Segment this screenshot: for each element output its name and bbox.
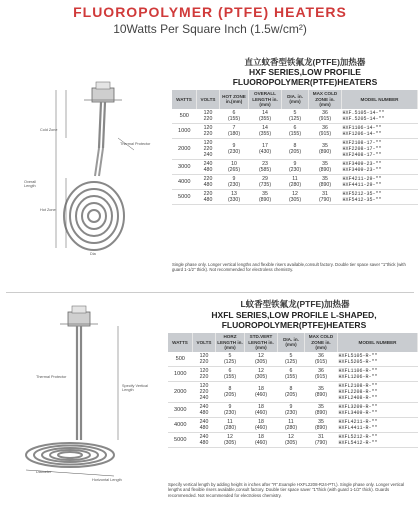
cell-line: 14: [262, 109, 268, 116]
cell-volts: [193, 352, 216, 367]
cell-model: [342, 189, 418, 204]
cell-cold: [305, 402, 338, 417]
cell-horz: [216, 366, 245, 381]
cell-line: 220: [203, 145, 213, 152]
cell-model: [342, 109, 418, 124]
cell-vert: [245, 381, 278, 402]
cell-line: HXF2208-17-**: [342, 145, 382, 152]
cell-dia: [278, 381, 305, 402]
section1-note: Single phase only. Longer vertical lengths and flexible risers available,consult factory. Double tier space saver "1"thick (with guard 1-1/2" thick). Not recommended for electroless chemistry.: [172, 262, 406, 273]
cell-hot: [220, 159, 249, 174]
table-header-row: [168, 333, 418, 352]
cell-line: 18: [258, 403, 264, 410]
cell-horz: [216, 417, 245, 432]
cell-line: 5: [289, 352, 293, 359]
label-hot-zone: Hot Zone: [40, 208, 56, 212]
cell-volts: [193, 432, 216, 447]
cell-line: 9: [232, 175, 236, 182]
cell-line: 35: [322, 142, 328, 149]
cell-volts: [197, 159, 220, 174]
cell-cold: [305, 381, 338, 402]
cell-line: 480: [203, 181, 213, 188]
cell-line: (890): [318, 148, 332, 155]
cell-line: (330): [227, 196, 241, 203]
cell-line: (305): [223, 439, 237, 446]
cell-line: 31: [322, 190, 328, 197]
cell-line: HXF.5105-14-**: [342, 109, 385, 116]
cell-cold: [309, 189, 342, 204]
section1-title-en-1: HXF SERIES,LOW PROFILE: [249, 67, 361, 77]
cell-watts: 2000: [172, 138, 197, 159]
cell-line: HXF5412-35-**: [342, 196, 382, 203]
col-volts: VOLTS: [197, 90, 220, 109]
cell-cold: [305, 432, 338, 447]
cell-line: 6: [232, 109, 236, 116]
cell-line: 5: [293, 109, 297, 116]
cell-line: (305): [288, 196, 302, 203]
cell-line: (890): [258, 196, 272, 203]
cell-model: [342, 159, 418, 174]
cell-cold: [305, 352, 338, 367]
cell-volts: [197, 123, 220, 138]
cell-hot: [220, 174, 249, 189]
col-watts: WATTS: [168, 333, 193, 352]
cell-watts: 1000: [168, 366, 193, 381]
cell-model: [338, 402, 418, 417]
cell-line: HXF1206-14-**: [342, 130, 382, 137]
cell-vert: [245, 352, 278, 367]
cell-watts: 500: [172, 109, 197, 124]
cell-line: 35: [262, 190, 268, 197]
table-row: [172, 174, 418, 189]
cell-volts: [193, 381, 216, 402]
cell-line: (915): [318, 115, 332, 122]
section1-title-cn: 直立蚊香型铁氟龙(PTFE)加热器: [244, 57, 366, 67]
col-hot-zone: HOT ZONE in.(mm): [220, 90, 249, 109]
cell-line: (890): [314, 409, 328, 416]
label-horizontal-length: Horizontal Length: [92, 478, 122, 482]
label-dia: Dia: [90, 252, 96, 256]
cell-line: HXFL3409-R-**: [338, 409, 378, 416]
cell-line: 12: [227, 433, 233, 440]
cell-line: 120: [199, 382, 209, 389]
cell-line: (305): [284, 439, 298, 446]
cell-line: (280): [223, 424, 237, 431]
cell-line: (915): [314, 358, 328, 365]
cell-line: (280): [288, 181, 302, 188]
cell-line: 5: [228, 352, 232, 359]
cell-line: 220: [199, 358, 209, 365]
cell-volts: [197, 189, 220, 204]
cell-line: (155): [223, 373, 237, 380]
cell-line: 220: [203, 130, 213, 137]
cell-line: (125): [288, 115, 302, 122]
cell-line: HXF3409-23-**: [342, 166, 382, 173]
cell-line: HXFL4211-R-**: [338, 418, 378, 425]
cell-line: HXFL1206-R-**: [338, 373, 378, 380]
cell-line: 35: [318, 418, 324, 425]
cell-line: HXFL1106-R-**: [338, 367, 378, 374]
cell-dia: [278, 366, 305, 381]
table-row: [168, 402, 418, 417]
col-dia: DIA. in.(mm): [278, 333, 305, 352]
cell-line: 240: [199, 418, 209, 425]
col-overall-length: OVERALL LENGTH in.(mm): [249, 90, 282, 109]
table-row: [172, 189, 418, 204]
cell-line: 120: [203, 139, 213, 146]
cell-cold: [309, 123, 342, 138]
cell-line: 31: [318, 433, 324, 440]
cell-line: HXFL4411-R-**: [338, 424, 378, 431]
cell-line: 9: [293, 160, 297, 167]
col-cold-zone: MAX COLD ZONE in.(mm): [309, 90, 342, 109]
cell-line: (890): [318, 166, 332, 173]
cell-cold: [305, 366, 338, 381]
section1-title-en-2: FLUOROPOLYMER(PTFE)HEATERS: [232, 77, 378, 87]
page-title: FLUOROPOLYMER (PTFE) HEATERS: [73, 4, 347, 20]
cell-watts: 1000: [172, 123, 197, 138]
cell-line: 8: [289, 385, 293, 392]
cell-line: 8: [293, 142, 297, 149]
cell-volts: [193, 402, 216, 417]
cell-line: 35: [318, 403, 324, 410]
cell-vert: [245, 366, 278, 381]
table-row: [172, 138, 418, 159]
cell-dia: [278, 432, 305, 447]
hxf-spec-table: [172, 90, 418, 205]
cell-line: (205): [288, 148, 302, 155]
cell-watts: 3000: [172, 159, 197, 174]
cell-line: 6: [289, 367, 293, 374]
section2-title-cn: L蚊香型铁氟龙(PTFE)加热器: [240, 299, 350, 309]
cell-line: HXFL2408-R-**: [338, 394, 378, 401]
cell-line: HXF2408-17-**: [342, 151, 382, 158]
label-vertical-length: Specify Vertical Length: [122, 384, 148, 392]
col-horz-length: HORZ LENGTH in.(mm): [217, 334, 243, 350]
cell-line: (790): [318, 196, 332, 203]
cell-line: (205): [223, 391, 237, 398]
cell-line: 12: [258, 367, 264, 374]
cell-dia: [278, 417, 305, 432]
cell-line: HXF4211-29-**: [342, 175, 382, 182]
col-dia: DIA. in.(mm): [282, 90, 309, 109]
cell-line: (305): [254, 373, 268, 380]
col-volts: VOLTS: [193, 333, 216, 352]
cell-line: 17: [262, 142, 268, 149]
cell-line: 35: [318, 385, 324, 392]
cell-line: 480: [203, 196, 213, 203]
l-shaped-heater-illustration: [8, 300, 158, 490]
cell-line: 220: [203, 175, 213, 182]
cell-line: HXFL2208-R-**: [338, 388, 378, 395]
cell-line: (230): [288, 166, 302, 173]
col-watts: WATTS: [172, 90, 197, 109]
cell-line: 35: [322, 160, 328, 167]
cell-line: 36: [322, 124, 328, 131]
cell-volts: [197, 138, 220, 159]
cell-line: 36: [322, 109, 328, 116]
cell-line: (125): [284, 358, 298, 365]
cell-line: HXF3409-23-**: [342, 160, 382, 167]
cell-line: 11: [227, 418, 233, 425]
table-row: [168, 432, 418, 447]
label-thermal-protector-2: Thermal Protector: [36, 375, 67, 379]
col-cold-zone: MAX COLD ZONE in.(mm): [305, 333, 338, 352]
cell-model: [338, 366, 418, 381]
cell-line: 220: [199, 388, 209, 395]
cell-line: 480: [203, 166, 213, 173]
cell-line: (890): [318, 181, 332, 188]
cell-watts: 2000: [168, 381, 193, 402]
cell-line: 120: [199, 367, 209, 374]
cell-dia: [282, 174, 309, 189]
cell-line: HXFL5105-R-**: [338, 352, 378, 359]
col-vert-length: STD.VERT LENGTH in.(mm): [245, 333, 278, 352]
table-row: [168, 417, 418, 432]
cell-line: HXF5212-35-**: [342, 190, 382, 197]
section2-title-en-1: HXFL SERIES,LOW PROFILE L-SHAPED,: [211, 310, 377, 320]
cell-line: 9: [228, 403, 232, 410]
cell-line: 240: [199, 433, 209, 440]
cell-volts: [193, 366, 216, 381]
cell-vert: [245, 417, 278, 432]
cell-horz: [216, 352, 245, 367]
cell-line: 10: [231, 160, 237, 167]
cell-line: 480: [199, 409, 209, 416]
cell-line: 18: [258, 418, 264, 425]
cell-cold: [309, 159, 342, 174]
table-row: [172, 123, 418, 138]
cell-line: 240: [203, 160, 213, 167]
cell-line: 29: [262, 175, 268, 182]
cell-line: 120: [199, 352, 209, 359]
cell-line: 12: [258, 352, 264, 359]
cell-line: 9: [289, 403, 293, 410]
cell-line: (915): [318, 130, 332, 137]
cell-vert: [245, 432, 278, 447]
cell-line: HXFL5212-R-**: [338, 433, 378, 440]
cell-line: HXF1106-14-**: [342, 124, 382, 131]
cell-horz: [216, 432, 245, 447]
cell-line: 36: [318, 367, 324, 374]
cell-model: [342, 174, 418, 189]
cell-line: (155): [284, 373, 298, 380]
label-overall-length: Overall Length: [24, 180, 37, 188]
cell-volts: [197, 109, 220, 124]
cell-line: (230): [227, 181, 241, 188]
cell-line: (460): [254, 439, 268, 446]
cell-watts: 5000: [168, 432, 193, 447]
cell-line: (460): [254, 424, 268, 431]
cell-line: 480: [199, 424, 209, 431]
cell-overall: [249, 174, 282, 189]
cell-line: 240: [203, 151, 213, 158]
cell-line: 35: [322, 175, 328, 182]
cell-line: 23: [262, 160, 268, 167]
cell-line: (125): [223, 358, 237, 365]
vertical-coil-heater-illustration: [22, 78, 172, 258]
cell-horz: [216, 402, 245, 417]
cell-dia: [278, 352, 305, 367]
cell-line: 13: [231, 190, 237, 197]
cell-overall: [249, 138, 282, 159]
cell-hot: [220, 138, 249, 159]
cell-line: (205): [284, 391, 298, 398]
cell-line: 36: [318, 352, 324, 359]
cell-cold: [309, 174, 342, 189]
cell-line: (735): [258, 181, 272, 188]
cell-line: (460): [254, 391, 268, 398]
cell-model: [342, 123, 418, 138]
cell-line: HXF2108-17-**: [342, 139, 382, 146]
cell-line: 220: [199, 373, 209, 380]
table-row: [168, 381, 418, 402]
cell-line: (280): [284, 424, 298, 431]
cell-model: [342, 138, 418, 159]
cell-line: (155): [227, 115, 241, 122]
cell-line: HXFL5412-R-**: [338, 439, 378, 446]
cell-model: [338, 381, 418, 402]
cell-horz: [216, 381, 245, 402]
table-row: [172, 159, 418, 174]
cell-watts: 4000: [172, 174, 197, 189]
cell-line: 9: [232, 142, 236, 149]
cell-line: 480: [199, 439, 209, 446]
table-header-row: [172, 90, 418, 109]
cell-line: HXFL2108-R-**: [338, 382, 378, 389]
table-row: [168, 352, 418, 367]
section2-note: Specify vertical length by adding height in inches after "R".Example HXFL2208-R24-PTI,). Single phase only. Longer vertical lengths and flexible risers available,consult factory. Double tier space saver "1"thick (with guard 1-1/2" thick). Guards recommended. Not recommended for electroless chemistry.: [168, 482, 405, 498]
cell-hot: [220, 189, 249, 204]
section-divider: [6, 292, 414, 293]
cell-watts: 5000: [172, 189, 197, 204]
cell-overall: [249, 159, 282, 174]
cell-line: 11: [292, 175, 298, 182]
cell-line: 7: [232, 124, 236, 131]
cell-line: (355): [258, 130, 272, 137]
cell-line: 14: [262, 124, 268, 131]
cell-line: 120: [203, 109, 213, 116]
cell-line: 220: [203, 190, 213, 197]
col-model: MODEL NUMBER: [338, 333, 418, 352]
cell-line: (155): [288, 130, 302, 137]
cell-line: HXF.5205-14-**: [342, 115, 385, 122]
cell-line: (265): [227, 166, 241, 173]
cell-line: (890): [314, 391, 328, 398]
cell-watts: 3000: [168, 402, 193, 417]
cell-hot: [220, 123, 249, 138]
cell-dia: [282, 189, 309, 204]
cell-watts: 4000: [168, 417, 193, 432]
cell-overall: [249, 109, 282, 124]
cell-model: [338, 417, 418, 432]
cell-line: 18: [258, 385, 264, 392]
cell-cold: [305, 417, 338, 432]
cell-overall: [249, 123, 282, 138]
cell-line: (890): [314, 424, 328, 431]
label-diameter: Diameter: [36, 470, 52, 474]
cell-line: HXFL5205-R-**: [338, 358, 378, 365]
cell-line: (180): [227, 130, 241, 137]
cell-line: 240: [199, 403, 209, 410]
cell-line: 6: [293, 124, 297, 131]
cell-line: (230): [227, 148, 241, 155]
cell-overall: [249, 189, 282, 204]
cell-watts: 500: [168, 352, 193, 367]
cell-line: 18: [258, 433, 264, 440]
cell-line: 11: [288, 418, 294, 425]
cell-line: 6: [228, 367, 232, 374]
page-subtitle: 10Watts Per Square Inch (1.5w/cm²): [113, 22, 307, 36]
label-cold-zone: Cold Zone: [40, 128, 58, 132]
cell-hot: [220, 109, 249, 124]
col-model: MODEL NUMBER: [342, 90, 418, 109]
cell-dia: [282, 159, 309, 174]
hxfl-spec-table: [168, 333, 418, 448]
cell-line: (790): [314, 439, 328, 446]
cell-dia: [278, 402, 305, 417]
cell-cold: [309, 138, 342, 159]
cell-cold: [309, 109, 342, 124]
cell-line: (915): [314, 373, 328, 380]
cell-line: 12: [288, 433, 294, 440]
cell-line: HXF4411-29-**: [342, 181, 382, 188]
cell-volts: [197, 174, 220, 189]
cell-line: 240: [199, 394, 209, 401]
cell-dia: [282, 138, 309, 159]
cell-line: (230): [284, 409, 298, 416]
cell-line: (230): [223, 409, 237, 416]
cell-line: (585): [258, 166, 272, 173]
cell-line: 120: [203, 124, 213, 131]
cell-line: 12: [292, 190, 298, 197]
cell-line: (460): [254, 409, 268, 416]
table-row: [168, 366, 418, 381]
cell-vert: [245, 402, 278, 417]
table-row: [172, 109, 418, 124]
cell-line: (430): [258, 148, 272, 155]
label-thermal-protector: Thermal Protector: [120, 142, 151, 146]
cell-model: [338, 432, 418, 447]
cell-dia: [282, 123, 309, 138]
cell-line: (305): [254, 358, 268, 365]
cell-volts: [193, 417, 216, 432]
cell-model: [338, 352, 418, 367]
cell-line: 220: [203, 115, 213, 122]
cell-dia: [282, 109, 309, 124]
section2-title-en-2: FLUOROPOLYMER(PTFE)HEATERS: [221, 320, 367, 330]
cell-line: HXFL3209-R-**: [338, 403, 378, 410]
cell-line: (355): [258, 115, 272, 122]
cell-line: 8: [228, 385, 232, 392]
